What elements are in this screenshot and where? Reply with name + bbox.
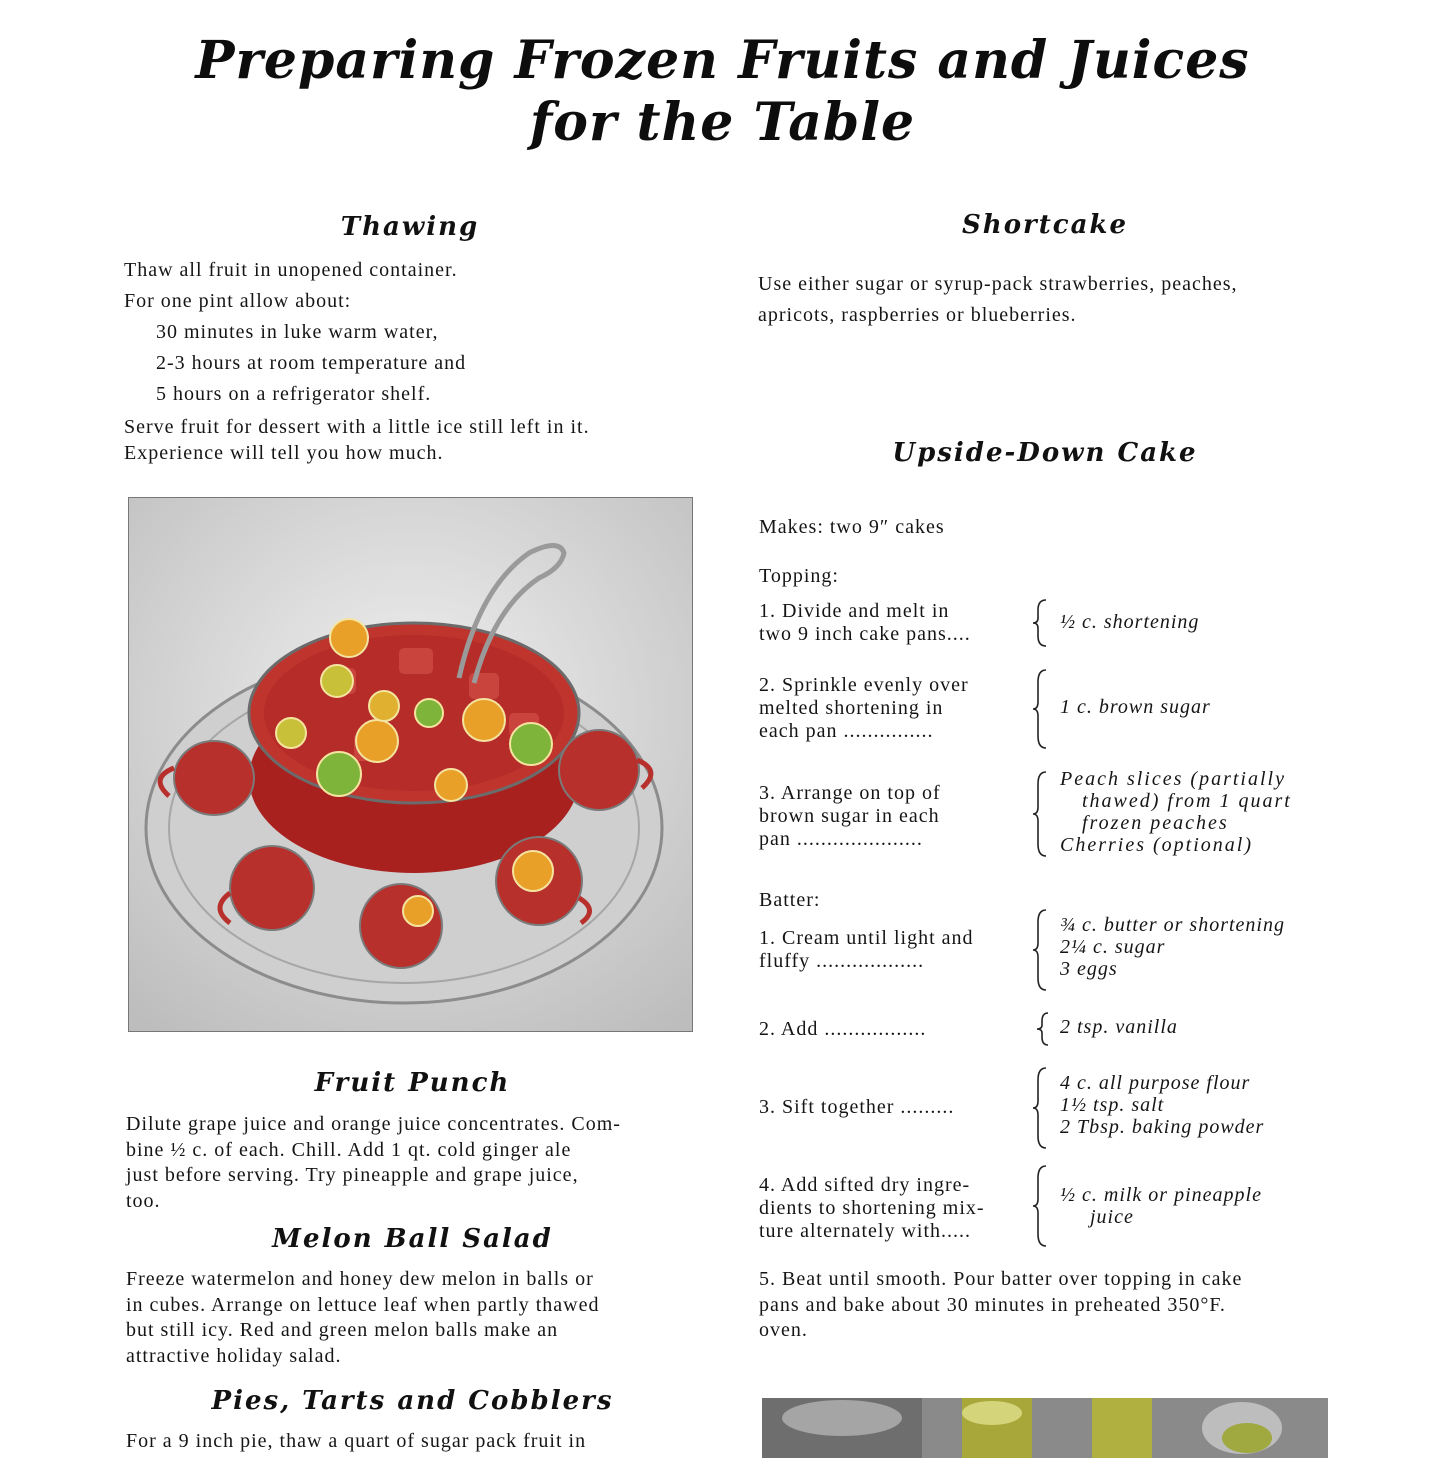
- glasses-photo: [762, 1398, 1328, 1458]
- step-line: pans and bake about 30 minutes in preheated 350°F.: [759, 1293, 1226, 1316]
- step-line: 4. Add sifted dry ingre-: [759, 1174, 971, 1196]
- batter-step-5: [759, 1267, 1327, 1344]
- step-line: oven.: [759, 1319, 808, 1341]
- batter-step-2: [759, 1018, 1027, 1041]
- punch-bowl-photo: [128, 497, 693, 1032]
- title-line-2: for the Table: [529, 92, 916, 153]
- step-line: each pan ...............: [759, 720, 934, 742]
- batter-step-1: [759, 927, 1027, 973]
- thawing-line: For one pint allow about:: [124, 290, 352, 312]
- step-line: pan .....................: [759, 828, 923, 850]
- melon-line: Freeze watermelon and honey dew melon in balls or: [126, 1268, 594, 1290]
- ingredient-line: Cherries (optional): [1060, 834, 1253, 856]
- fruit-punch-line: just before serving. Try pineapple and grape juice,: [126, 1164, 579, 1186]
- brace-icon: [1030, 1164, 1052, 1248]
- thawing-line: Thaw all fruit in unopened container.: [124, 259, 458, 281]
- batter-ingredient-3: [1060, 1072, 1264, 1138]
- ingredient-line: 2 Tbsp. baking powder: [1060, 1116, 1265, 1138]
- melon-line: in cubes. Arrange on lettuce leaf when partly thawed: [126, 1293, 600, 1316]
- topping-label: Topping:: [759, 565, 839, 587]
- brace-icon: [1030, 1066, 1052, 1150]
- step-line: two 9 inch cake pans....: [759, 623, 971, 645]
- topping-step-3: [759, 782, 1027, 851]
- topping-ingredient-1: [1060, 611, 1199, 633]
- fruit-punch-line: bine ½ c. of each. Chill. Add 1 qt. cold ginger ale: [126, 1138, 572, 1161]
- shortcake-heading: Shortcake: [962, 210, 1128, 240]
- step-line: brown sugar in each: [759, 805, 940, 827]
- page-title: [0, 30, 1445, 154]
- shortcake-line: apricots, raspberries or blueberries.: [758, 304, 1077, 326]
- thawing-line: Experience will tell you how much.: [124, 442, 444, 464]
- step-line: fluffy ..................: [759, 950, 925, 972]
- ingredient-line: 3 eggs: [1060, 958, 1118, 980]
- melon-ball-text: [126, 1267, 695, 1369]
- batter-ingredient-4: [1060, 1184, 1262, 1228]
- batter-ingredient-2: [1060, 1016, 1178, 1038]
- step-line: 2. Add .................: [759, 1018, 927, 1040]
- step-line: 5. Beat until smooth. Pour batter over topping in cake: [759, 1268, 1243, 1290]
- ingredient-line: 4 c. all purpose flour: [1060, 1072, 1251, 1094]
- batter-ingredient-1: [1060, 914, 1285, 980]
- ingredient-line: 1½ tsp. salt: [1060, 1094, 1165, 1116]
- batter-step-4: [759, 1174, 1027, 1243]
- ingredient-line: 2¼ c. sugar: [1060, 936, 1166, 958]
- step-line: 1. Divide and melt in: [759, 600, 950, 622]
- ingredient-line: thawed) from 1 quart: [1082, 790, 1292, 812]
- melon-line: attractive holiday salad.: [126, 1344, 342, 1367]
- step-line: melted shortening in: [759, 697, 944, 719]
- topping-ingredient-2: [1060, 696, 1211, 718]
- ingredient-line: Peach slices (partially: [1060, 768, 1286, 790]
- fruit-punch-line: Dilute grape juice and orange juice concentrates. Com-: [126, 1113, 621, 1135]
- shortcake-line: Use either sugar or syrup-pack strawberries, peaches,: [758, 273, 1238, 295]
- batter-label: Batter:: [759, 889, 821, 911]
- ingredient-line: juice: [1090, 1206, 1134, 1228]
- step-line: 1. Cream until light and: [759, 927, 974, 949]
- step-line: 3. Arrange on top of: [759, 782, 941, 804]
- fruit-punch-heading: Fruit Punch: [314, 1068, 511, 1098]
- thawing-heading: Thawing: [340, 212, 480, 242]
- ingredient-line: frozen peaches: [1082, 812, 1229, 834]
- topping-ingredient-3: [1060, 768, 1292, 856]
- step-line: ture alternately with.....: [759, 1220, 972, 1242]
- ingredient-line: ½ c. milk or pineapple: [1060, 1184, 1262, 1206]
- thawing-line: 2-3 hours at room temperature and: [156, 352, 467, 374]
- ingredient-line: ¾ c. butter or shortening: [1060, 914, 1285, 936]
- ingredient-line: ½ c. shortening: [1060, 611, 1200, 633]
- thawing-line: 5 hours on a refrigerator shelf.: [156, 383, 432, 405]
- topping-step-2: [759, 674, 1027, 743]
- melon-ball-heading: Melon Ball Salad: [272, 1224, 553, 1254]
- brace-icon: [1030, 598, 1052, 648]
- fruit-punch-line: too.: [126, 1189, 161, 1212]
- thawing-text: [124, 255, 699, 466]
- pies-heading: Pies, Tarts and Cobblers: [211, 1386, 614, 1416]
- ingredient-line: 2 tsp. vanilla: [1060, 1016, 1178, 1038]
- brace-icon: [1030, 1011, 1052, 1047]
- topping-step-1: [759, 600, 1027, 646]
- brace-icon: [1030, 668, 1052, 750]
- step-line: 2. Sprinkle evenly over: [759, 674, 969, 696]
- brace-icon: [1030, 770, 1052, 858]
- ingredient-line: 1 c. brown sugar: [1060, 696, 1211, 718]
- upside-down-heading: Upside-Down Cake: [892, 438, 1198, 468]
- step-line: dients to shortening mix-: [759, 1197, 985, 1219]
- brace-icon: [1030, 908, 1052, 992]
- fruit-punch-text: [126, 1112, 695, 1214]
- batter-step-3: [759, 1096, 1027, 1119]
- step-line: 3. Sift together .........: [759, 1096, 955, 1118]
- thawing-line: Serve fruit for dessert with a little ice still left in it.: [124, 416, 590, 438]
- thawing-line: 30 minutes in luke warm water,: [156, 321, 439, 343]
- pies-text: For a 9 inch pie, thaw a quart of sugar pack fruit in: [126, 1430, 587, 1452]
- makes-text: Makes: two 9″ cakes: [759, 516, 945, 538]
- title-line-1: Preparing Frozen Fruits and Juices: [195, 30, 1250, 91]
- melon-line: but still icy. Red and green melon balls make an: [126, 1319, 559, 1341]
- shortcake-text: [758, 269, 1328, 331]
